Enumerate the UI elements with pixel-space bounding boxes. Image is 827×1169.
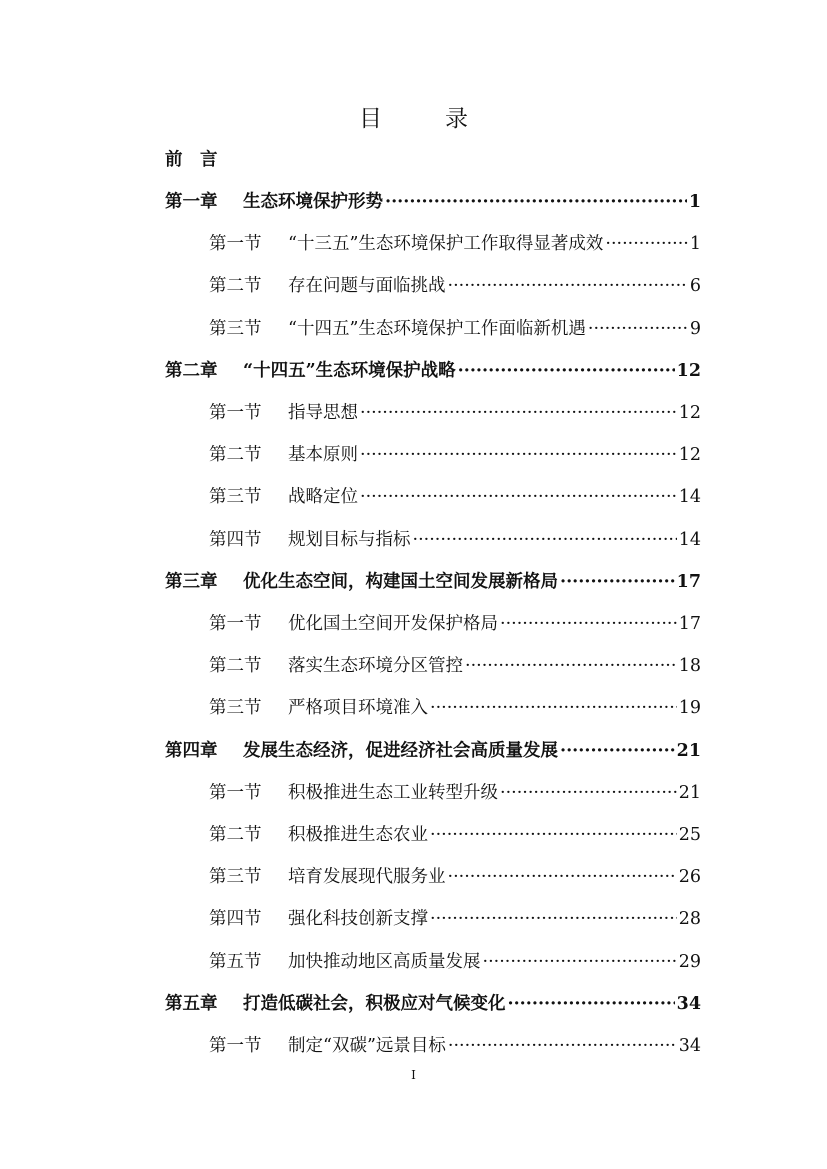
toc-leader-dots — [483, 952, 677, 972]
toc-leader-dots — [360, 487, 677, 507]
toc-section-entry[interactable] — [209, 905, 701, 930]
toc-entry-title: “十四五”生态环境保护工作面临新机遇 — [288, 318, 586, 339]
toc-entry-number: 第四节 — [209, 909, 262, 930]
toc-preface[interactable] — [165, 146, 265, 171]
toc-section-entry[interactable] — [209, 694, 701, 719]
toc-entry-title: 严格项目环境准入 — [288, 698, 428, 719]
toc-section-entry[interactable] — [209, 441, 701, 466]
toc-chapter-entry[interactable] — [165, 990, 701, 1015]
toc-leader-dots — [560, 572, 675, 592]
toc-chapter-entry[interactable] — [165, 737, 701, 762]
toc-entry-title: 制定“双碳”远景目标 — [288, 1036, 446, 1056]
toc-entry-number: 第三节 — [209, 318, 262, 339]
toc-entry-title: “十四五”生态环境保护战略 — [243, 360, 456, 381]
toc-leader-dots — [430, 698, 677, 718]
toc-entry-title: 战略定位 — [288, 487, 358, 508]
toc-entry-number: 第二节 — [209, 445, 262, 466]
toc-entry-title: 打造低碳社会，积极应对气候变化 — [243, 993, 506, 1014]
toc-section-entry[interactable] — [209, 230, 701, 255]
toc-entry-page: 21 — [676, 740, 701, 761]
toc-entry-number: 第一节 — [209, 234, 262, 255]
toc-entry-title: 优化国土空间开发保护格局 — [288, 614, 498, 634]
toc-entry-title: 培育发展现代服务业 — [288, 867, 446, 888]
toc-leader-dots — [560, 741, 675, 761]
toc-entry-number: 第五章 — [165, 993, 218, 1014]
toc-section-entry[interactable] — [209, 779, 701, 804]
toc-section-entry[interactable] — [209, 863, 701, 888]
toc-entry-number: 第三节 — [209, 698, 262, 719]
toc-entry-page: 12 — [678, 403, 701, 423]
toc-leader-dots — [588, 319, 688, 339]
toc-entry-page: 12 — [676, 360, 701, 381]
toc-entry-title: 优化生态空间，构建国土空间发展新格局 — [243, 571, 558, 592]
toc-entry-title: 加快推动地区高质量发展 — [288, 951, 481, 972]
toc-entry-number: 第一节 — [209, 403, 262, 423]
toc-leader-dots — [448, 1036, 677, 1056]
toc-entry-page: 14 — [678, 529, 701, 550]
toc-chapter-entry[interactable] — [165, 357, 701, 382]
toc-entry-number: 第四节 — [209, 529, 262, 550]
toc-leader-dots — [430, 909, 677, 929]
toc-entry-page: 14 — [678, 487, 701, 508]
toc-entry-number: 第三节 — [209, 487, 262, 508]
toc-section-entry[interactable] — [209, 399, 701, 424]
toc-leader-dots — [448, 867, 677, 887]
toc-entry-page: 28 — [678, 909, 701, 930]
toc-section-entry[interactable] — [209, 652, 701, 677]
toc-entry-page: 25 — [678, 825, 701, 845]
toc-entry-title: 积极推进生态农业 — [288, 825, 428, 845]
toc-leader-dots — [430, 825, 677, 845]
toc-entry-number: 第二节 — [209, 656, 262, 677]
toc-entry-page: 29 — [678, 951, 701, 972]
toc-leader-dots — [385, 192, 687, 212]
toc-entry-page: 18 — [678, 656, 701, 677]
toc-leader-dots — [508, 994, 675, 1014]
toc-entry-title: 规划目标与指标 — [288, 529, 411, 550]
toc-section-entry[interactable] — [209, 821, 701, 846]
toc-entry-number: 第一节 — [209, 614, 262, 634]
toc-section-entry[interactable] — [209, 948, 701, 973]
toc-leader-dots — [465, 656, 677, 676]
toc-entry-number: 第四章 — [165, 740, 218, 761]
toc-entry-title: 强化科技创新支撑 — [288, 909, 428, 930]
toc-entry-title: “十三五”生态环境保护工作取得显著成效 — [288, 234, 604, 255]
toc-leader-dots — [500, 614, 677, 634]
toc-leader-dots — [500, 783, 677, 803]
toc-leader-dots — [458, 361, 675, 381]
toc-section-entry[interactable] — [209, 272, 701, 297]
toc-entry-page: 9 — [689, 318, 701, 339]
toc-entry-page: 1 — [689, 234, 701, 255]
toc-entry-page: 17 — [676, 571, 701, 592]
toc-entry-title: 存在问题与面临挑战 — [288, 276, 446, 297]
toc-entry-number: 第三章 — [165, 571, 218, 592]
toc-section-entry[interactable] — [209, 1032, 701, 1057]
toc-entry-title: 基本原则 — [288, 445, 358, 466]
toc-entry-number: 第三节 — [209, 867, 262, 888]
toc-entry-number: 第一章 — [165, 192, 218, 212]
toc-chapter-entry[interactable] — [165, 568, 701, 593]
toc-entry-page: 1 — [688, 192, 701, 212]
toc-entry-page: 34 — [678, 1036, 701, 1056]
toc-entry-page: 26 — [678, 867, 701, 888]
toc-entry-number: 第二节 — [209, 276, 262, 297]
toc-section-entry[interactable] — [209, 610, 701, 635]
toc-leader-dots — [605, 234, 687, 254]
toc-entry-page: 17 — [678, 614, 701, 634]
toc-entry-number: 第五节 — [209, 951, 262, 972]
toc-leader-dots — [448, 276, 688, 296]
toc-entry-page: 34 — [676, 993, 701, 1014]
toc-entry-title: 生态环境保护形势 — [243, 192, 383, 212]
toc-entry-page: 6 — [689, 276, 701, 297]
toc-section-entry[interactable] — [209, 526, 701, 551]
toc-entry-number: 第二章 — [165, 360, 218, 381]
toc-entry-title: 落实生态环境分区管控 — [288, 656, 463, 677]
toc-entry-page: 12 — [678, 445, 701, 466]
toc-chapter-entry[interactable] — [165, 188, 701, 213]
toc-leader-dots — [360, 445, 677, 465]
toc-entry-page: 19 — [678, 698, 701, 719]
toc-entry-title: 发展生态经济，促进经济社会高质量发展 — [243, 740, 558, 761]
toc-entry-number: 第一节 — [209, 782, 262, 803]
toc-entry-number: 第一节 — [209, 1036, 262, 1056]
toc-title: 目 录 — [359, 106, 488, 132]
toc-section-entry[interactable] — [209, 315, 701, 340]
toc-leader-dots — [360, 403, 677, 423]
toc-entry-page: 21 — [678, 782, 701, 803]
page-number: I — [411, 1068, 416, 1082]
toc-entry-number: 第二节 — [209, 825, 262, 845]
toc-entry-title: 指导思想 — [288, 403, 358, 423]
toc-preface-label: 前 言 — [165, 150, 218, 170]
toc-section-entry[interactable] — [209, 483, 701, 508]
toc-leader-dots — [413, 530, 677, 550]
toc-entry-title: 积极推进生态工业转型升级 — [288, 782, 498, 803]
